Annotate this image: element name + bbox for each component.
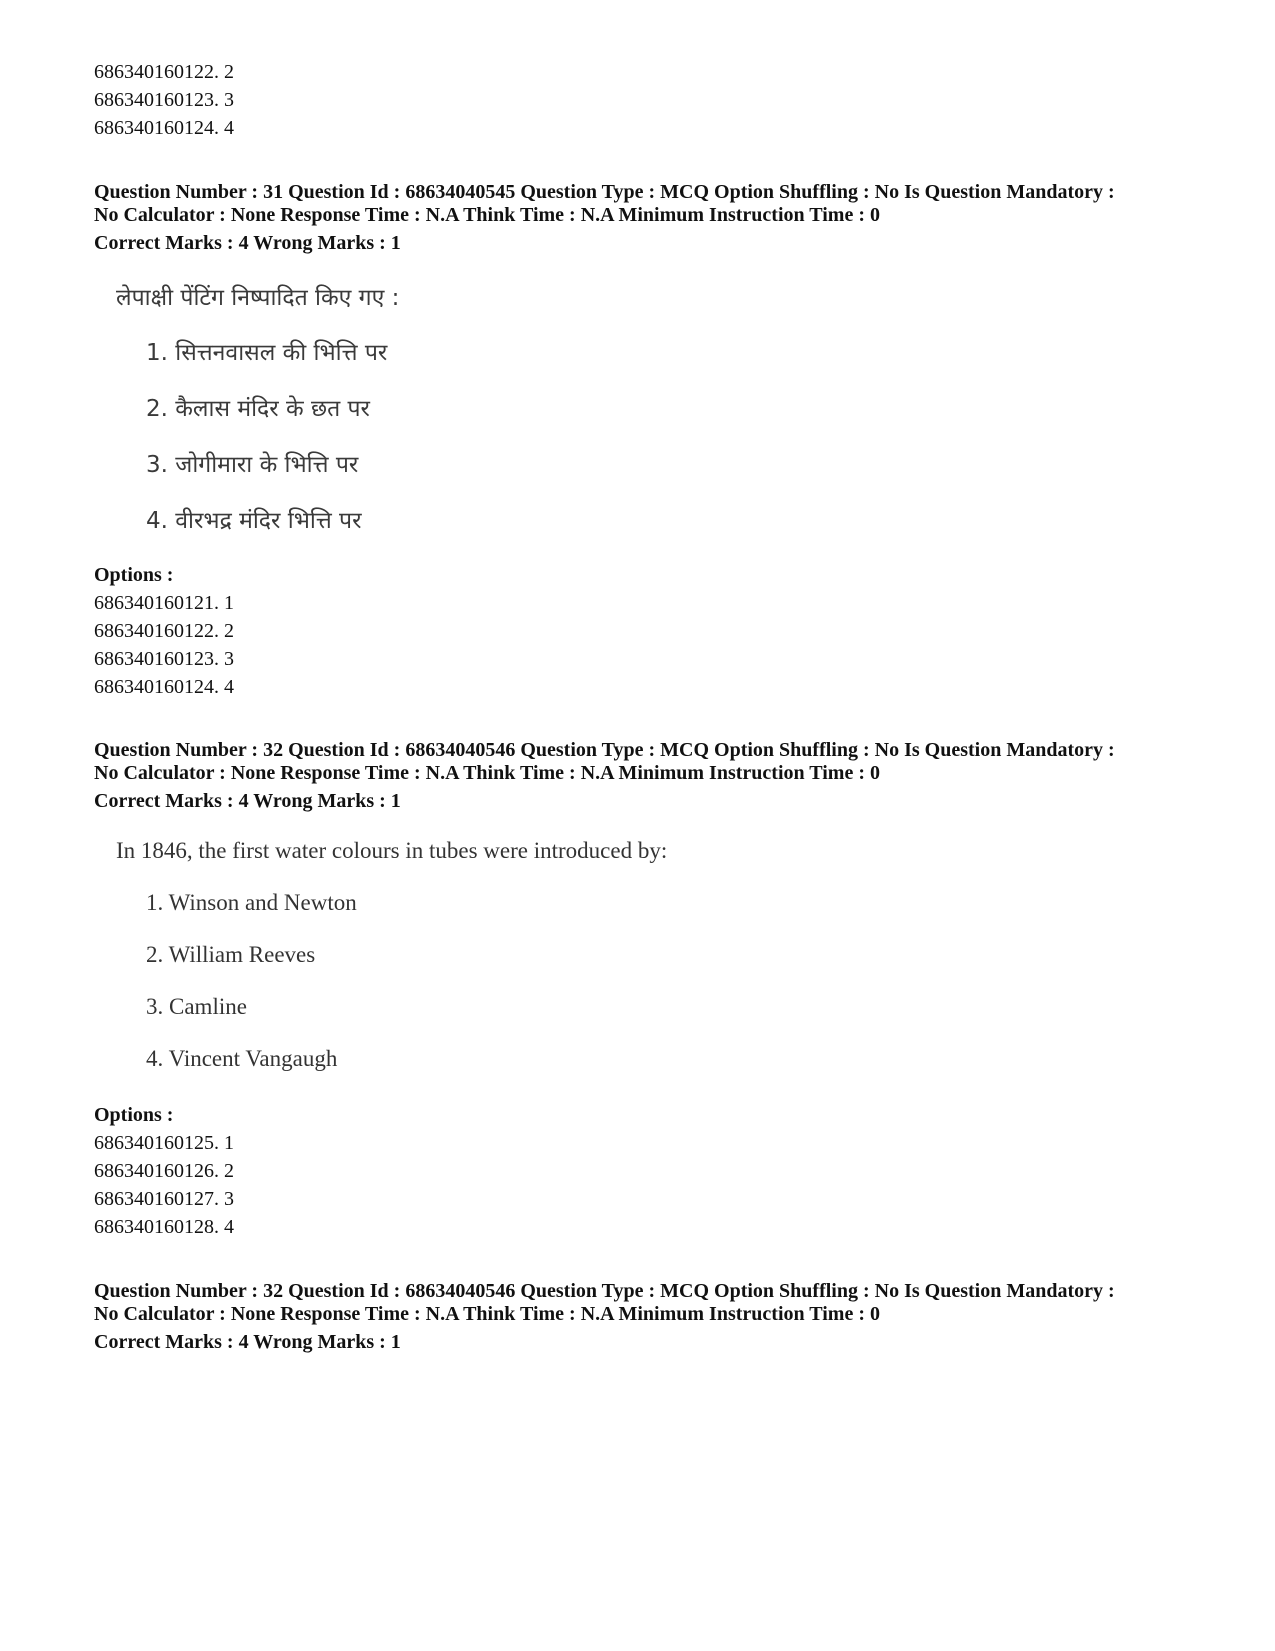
q31-option-2: 686340160122. 2 [94,620,234,642]
q31-choice-4: 4. वीरभद्र मंदिर भित्ति पर [146,508,362,534]
q32-option-1: 686340160125. 1 [94,1132,234,1154]
q31-header-line2: No Calculator : None Response Time : N.A Think Time : N.A Minimum Instruction Time : 0 [94,204,880,226]
q32-choice-3: 3. Camline [146,994,247,1019]
q31-option-3: 686340160123. 3 [94,648,234,670]
q32-choice-4: 4. Vincent Vangaugh [146,1046,338,1071]
q31-option-1: 686340160121. 1 [94,592,234,614]
q32-question-text: In 1846, the first water colours in tubes were introduced by: [116,838,668,863]
q32-option-2: 686340160126. 2 [94,1160,234,1182]
q32b-header-line1: Question Number : 32 Question Id : 68634040546 Question Type : MCQ Option Shuffling : No Is Question Mandatory : [94,1280,1115,1302]
q31-header-line1: Question Number : 31 Question Id : 68634040545 Question Type : MCQ Option Shuffling : No Is Question Mandatory : [94,181,1115,203]
q31-marks: Correct Marks : 4 Wrong Marks : 1 [94,232,401,254]
q32-header-line1: Question Number : 32 Question Id : 68634040546 Question Type : MCQ Option Shuffling : No Is Question Mandatory : [94,739,1115,761]
q31-choice-2: 2. कैलास मंदिर के छत पर [146,396,370,422]
q31-choice-3: 3. जोगीमारा के भित्ति पर [146,452,359,478]
q32-options-label: Options : [94,1104,174,1126]
q32-marks: Correct Marks : 4 Wrong Marks : 1 [94,790,401,812]
q32-option-4: 686340160128. 4 [94,1216,234,1238]
q31-choice-1: 1. सित्तनवासल की भित्ति पर [146,340,388,366]
prev-option-3: 686340160124. 4 [94,117,234,139]
q32-option-3: 686340160127. 3 [94,1188,234,1210]
q31-option-4: 686340160124. 4 [94,676,234,698]
q31-question-text: लेपाक्षी पेंटिंग निष्पादित किए गए : [116,285,400,311]
q32b-marks: Correct Marks : 4 Wrong Marks : 1 [94,1331,401,1353]
prev-option-1: 686340160122. 2 [94,61,234,83]
q32-header-line2: No Calculator : None Response Time : N.A Think Time : N.A Minimum Instruction Time : 0 [94,762,880,784]
q32b-header-line2: No Calculator : None Response Time : N.A Think Time : N.A Minimum Instruction Time : 0 [94,1303,880,1325]
q32-choice-1: 1. Winson and Newton [146,890,357,915]
q31-options-label: Options : [94,564,174,586]
q32-choice-2: 2. William Reeves [146,942,316,967]
prev-option-2: 686340160123. 3 [94,89,234,111]
